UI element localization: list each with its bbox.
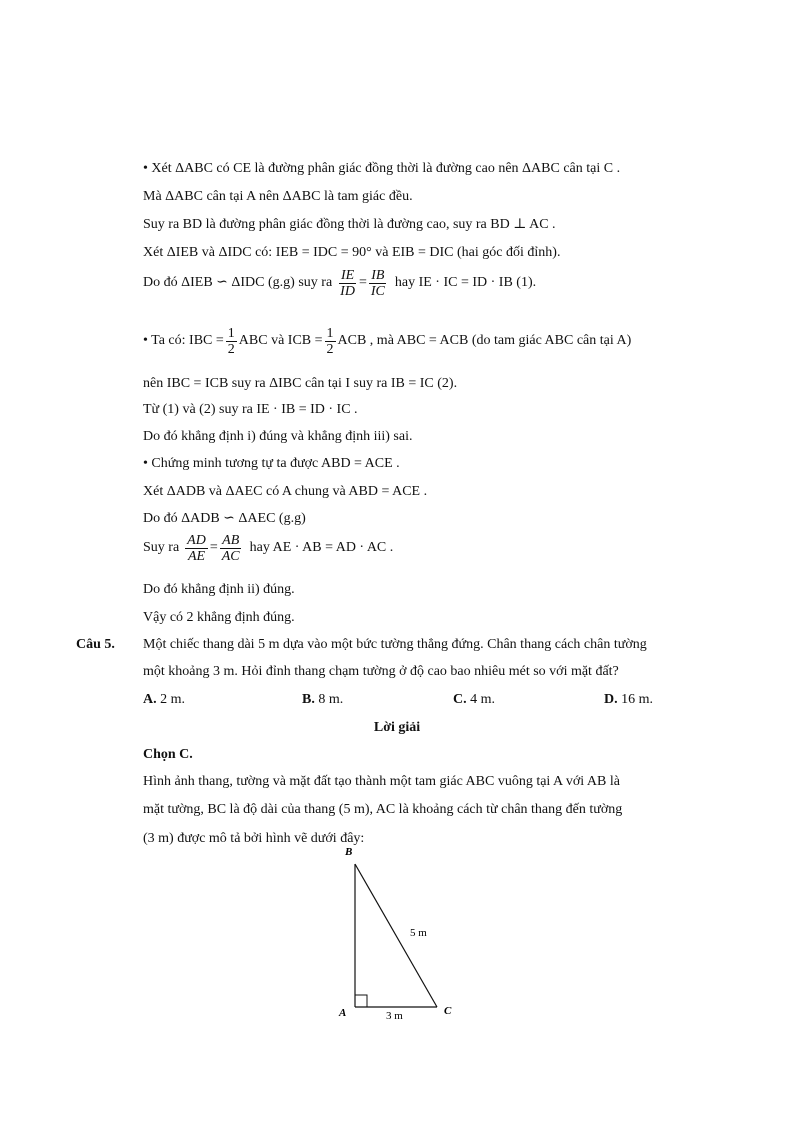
text-segment: hay IE · IC = ID · IB (1). bbox=[394, 275, 537, 290]
text-line-with-fraction bbox=[143, 326, 631, 356]
text-line: • Xét ΔABC có CE là đường phân giác đồng thời là đường cao nên ΔABC cân tại C . bbox=[143, 161, 621, 176]
denominator: AE bbox=[187, 548, 206, 564]
option-text: 4 m. bbox=[470, 692, 496, 707]
text-line: Do đó khẳng định i) đúng và khẳng định iii) sai. bbox=[143, 429, 413, 444]
text-line: Xét ΔIEB và ΔIDC có: IEB = IDC = 90° và EIB = DIC (hai góc đối đỉnh). bbox=[143, 245, 561, 260]
vertex-label-a: A bbox=[339, 1007, 347, 1019]
numerator: 1 bbox=[227, 325, 235, 341]
numerator: IB bbox=[371, 267, 385, 283]
equals-sign: = bbox=[358, 275, 367, 290]
solution-title: Lời giải bbox=[373, 720, 421, 735]
vertex-label-b: B bbox=[345, 846, 353, 858]
solution-text: Hình ảnh thang, tường và mặt đất tạo thành một tam giác ABC vuông tại A với AB là bbox=[143, 774, 620, 789]
denominator: AC bbox=[221, 548, 240, 564]
text-line: Do đó khẳng định ii) đúng. bbox=[143, 582, 295, 597]
side-label-bc: 5 m bbox=[410, 927, 427, 939]
triangle-figure bbox=[330, 840, 470, 1025]
answer-choice: Chọn C. bbox=[143, 747, 193, 762]
option-a bbox=[143, 690, 185, 710]
text-segment: • Ta có: IBC = bbox=[143, 333, 224, 348]
text-segment: Suy ra bbox=[143, 540, 180, 555]
denominator: 2 bbox=[326, 341, 334, 357]
numerator: IE bbox=[340, 267, 355, 283]
text-line: • Chứng minh tương tự ta được ABD = ACE . bbox=[143, 456, 400, 471]
text-segment: ACB , mà ABC = ACB (do tam giác ABC cân tại A) bbox=[337, 333, 632, 348]
option-text: 8 m. bbox=[318, 692, 344, 707]
fraction bbox=[220, 533, 242, 564]
text-segment: Do đó ΔIEB ∽ ΔIDC (g.g) suy ra bbox=[143, 275, 333, 290]
text-line: Do đó ΔADB ∽ ΔAEC (g.g) bbox=[143, 511, 306, 526]
solution-text: (3 m) được mô tả bởi hình vẽ dưới đây: bbox=[143, 831, 365, 846]
denominator: IC bbox=[370, 283, 385, 299]
text-line: Vậy có 2 khẳng định đúng. bbox=[143, 610, 295, 625]
option-c bbox=[453, 690, 495, 710]
numerator: 1 bbox=[326, 325, 334, 341]
denominator: 2 bbox=[227, 341, 235, 357]
option-text: 16 m. bbox=[621, 692, 654, 707]
text-line-with-fraction bbox=[143, 533, 393, 563]
fraction bbox=[226, 326, 237, 357]
solution-text: mặt tường, BC là độ dài của thang (5 m), AC là khoảng cách từ chân thang đến tường bbox=[143, 802, 623, 817]
text-line: nên IBC = ICB suy ra ΔIBC cân tại I suy ra IB = IC (2). bbox=[143, 376, 458, 391]
option-key: C. bbox=[453, 692, 467, 707]
option-key: A. bbox=[143, 692, 157, 707]
text-segment: hay AE · AB = AD · AC . bbox=[249, 540, 394, 555]
vertex-label-c: C bbox=[444, 1005, 452, 1017]
text-segment: ABC và ICB = bbox=[238, 333, 323, 348]
text-line: Mà ΔABC cân tại A nên ΔABC là tam giác đều. bbox=[143, 189, 413, 204]
option-b bbox=[302, 690, 343, 710]
question-text: Một chiếc thang dài 5 m dựa vào một bức tường thẳng đứng. Chân thang cách chân tường bbox=[143, 637, 647, 652]
fraction bbox=[338, 268, 357, 299]
text-line: Xét ΔADB và ΔAEC có A chung và ABD = ACE . bbox=[143, 484, 428, 499]
text-line: Suy ra BD là đường phân giác đồng thời là đường cao, suy ra BD ⊥ AC . bbox=[143, 217, 556, 232]
fraction bbox=[185, 533, 208, 564]
option-text: 2 m. bbox=[160, 692, 186, 707]
text-line-with-fraction bbox=[143, 268, 536, 298]
numerator: AB bbox=[222, 532, 240, 548]
right-angle-mark bbox=[355, 995, 367, 1007]
numerator: AD bbox=[187, 532, 206, 548]
fraction bbox=[325, 326, 336, 357]
option-key: D. bbox=[604, 692, 618, 707]
question-label: Câu 5. bbox=[76, 637, 115, 652]
side-label-ac: 3 m bbox=[386, 1010, 403, 1022]
option-key: B. bbox=[302, 692, 315, 707]
question-text: một khoảng 3 m. Hỏi đỉnh thang chạm tường ở độ cao bao nhiêu mét so với mặt đất? bbox=[143, 664, 619, 679]
fraction bbox=[369, 268, 387, 299]
equals-sign: = bbox=[209, 540, 218, 555]
denominator: ID bbox=[340, 283, 355, 299]
option-d bbox=[604, 690, 653, 710]
text-line: Từ (1) và (2) suy ra IE · IB = ID · IC . bbox=[143, 402, 358, 417]
